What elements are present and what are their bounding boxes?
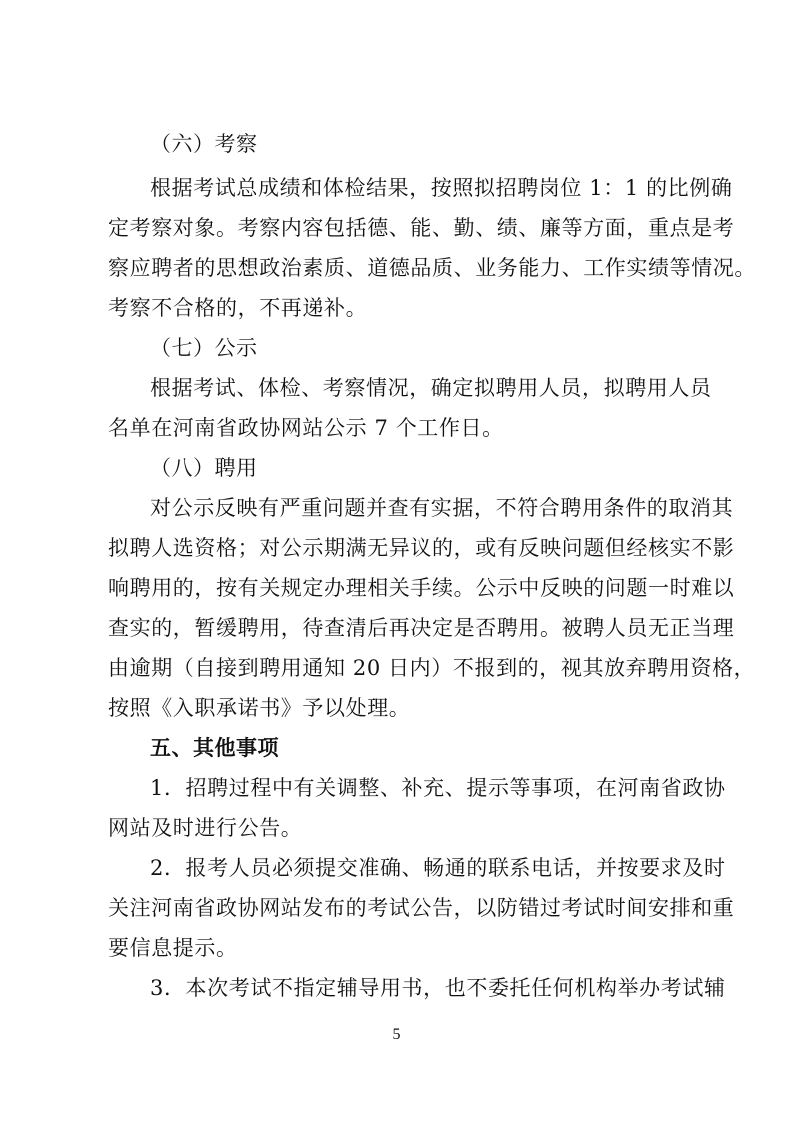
paragraph-line: 查实的，暂缓聘用，待查清后再决定是否聘用。被聘人员无正当理: [108, 616, 735, 640]
section-heading-other-matters: 五、其他事项: [150, 736, 279, 760]
section-heading-inspection: （六）考察: [150, 132, 258, 156]
paragraph-line: 由逾期（自接到聘用通知 20 日内）不报到的，视其放弃聘用资格，: [108, 656, 756, 680]
page-number: 5: [392, 1026, 401, 1043]
paragraph-line: 对公示反映有严重问题并查有实据，不符合聘用条件的取消其: [150, 496, 734, 520]
paragraph-line: 响聘用的，按有关规定办理相关手续。公示中反映的问题一时难以: [108, 576, 735, 600]
paragraph-line: 定考察对象。考察内容包括德、能、勤、绩、廉等方面，重点是考: [108, 216, 735, 240]
paragraph-line: 考察不合格的，不再递补。: [108, 296, 368, 320]
paragraph-line: 察应聘者的思想政治素质、道德品质、业务能力、工作实绩等情况。: [108, 256, 756, 280]
list-item-line: 2．报考人员必须提交准确、畅通的联系电话，并按要求及时: [150, 856, 726, 880]
list-item-line: 要信息提示。: [108, 936, 238, 960]
paragraph-line: 根据考试总成绩和体检结果，按照拟招聘岗位 1：1 的比例确: [150, 176, 733, 200]
section-heading-employment: （八）聘用: [150, 456, 258, 480]
list-item-line: 关注河南省政协网站发布的考试公告，以防错过考试时间安排和重: [108, 896, 735, 920]
paragraph-line: 名单在河南省政协网站公示 7 个工作日。: [108, 416, 504, 440]
paragraph-line: 拟聘人选资格；对公示期满无异议的，或有反映问题但经核实不影: [108, 536, 735, 560]
list-item-line: 网站及时进行公告。: [108, 816, 303, 840]
list-item-line: 3．本次考试不指定辅导用书，也不委托任何机构举办考试辅: [150, 976, 726, 1000]
list-item-line: 1．招聘过程中有关调整、补充、提示等事项，在河南省政协: [150, 776, 726, 800]
section-heading-publicity: （七）公示: [150, 336, 258, 360]
paragraph-line: 按照《入职承诺书》予以处理。: [108, 696, 411, 720]
paragraph-line: 根据考试、体检、考察情况，确定拟聘用人员，拟聘用人员: [150, 376, 712, 400]
